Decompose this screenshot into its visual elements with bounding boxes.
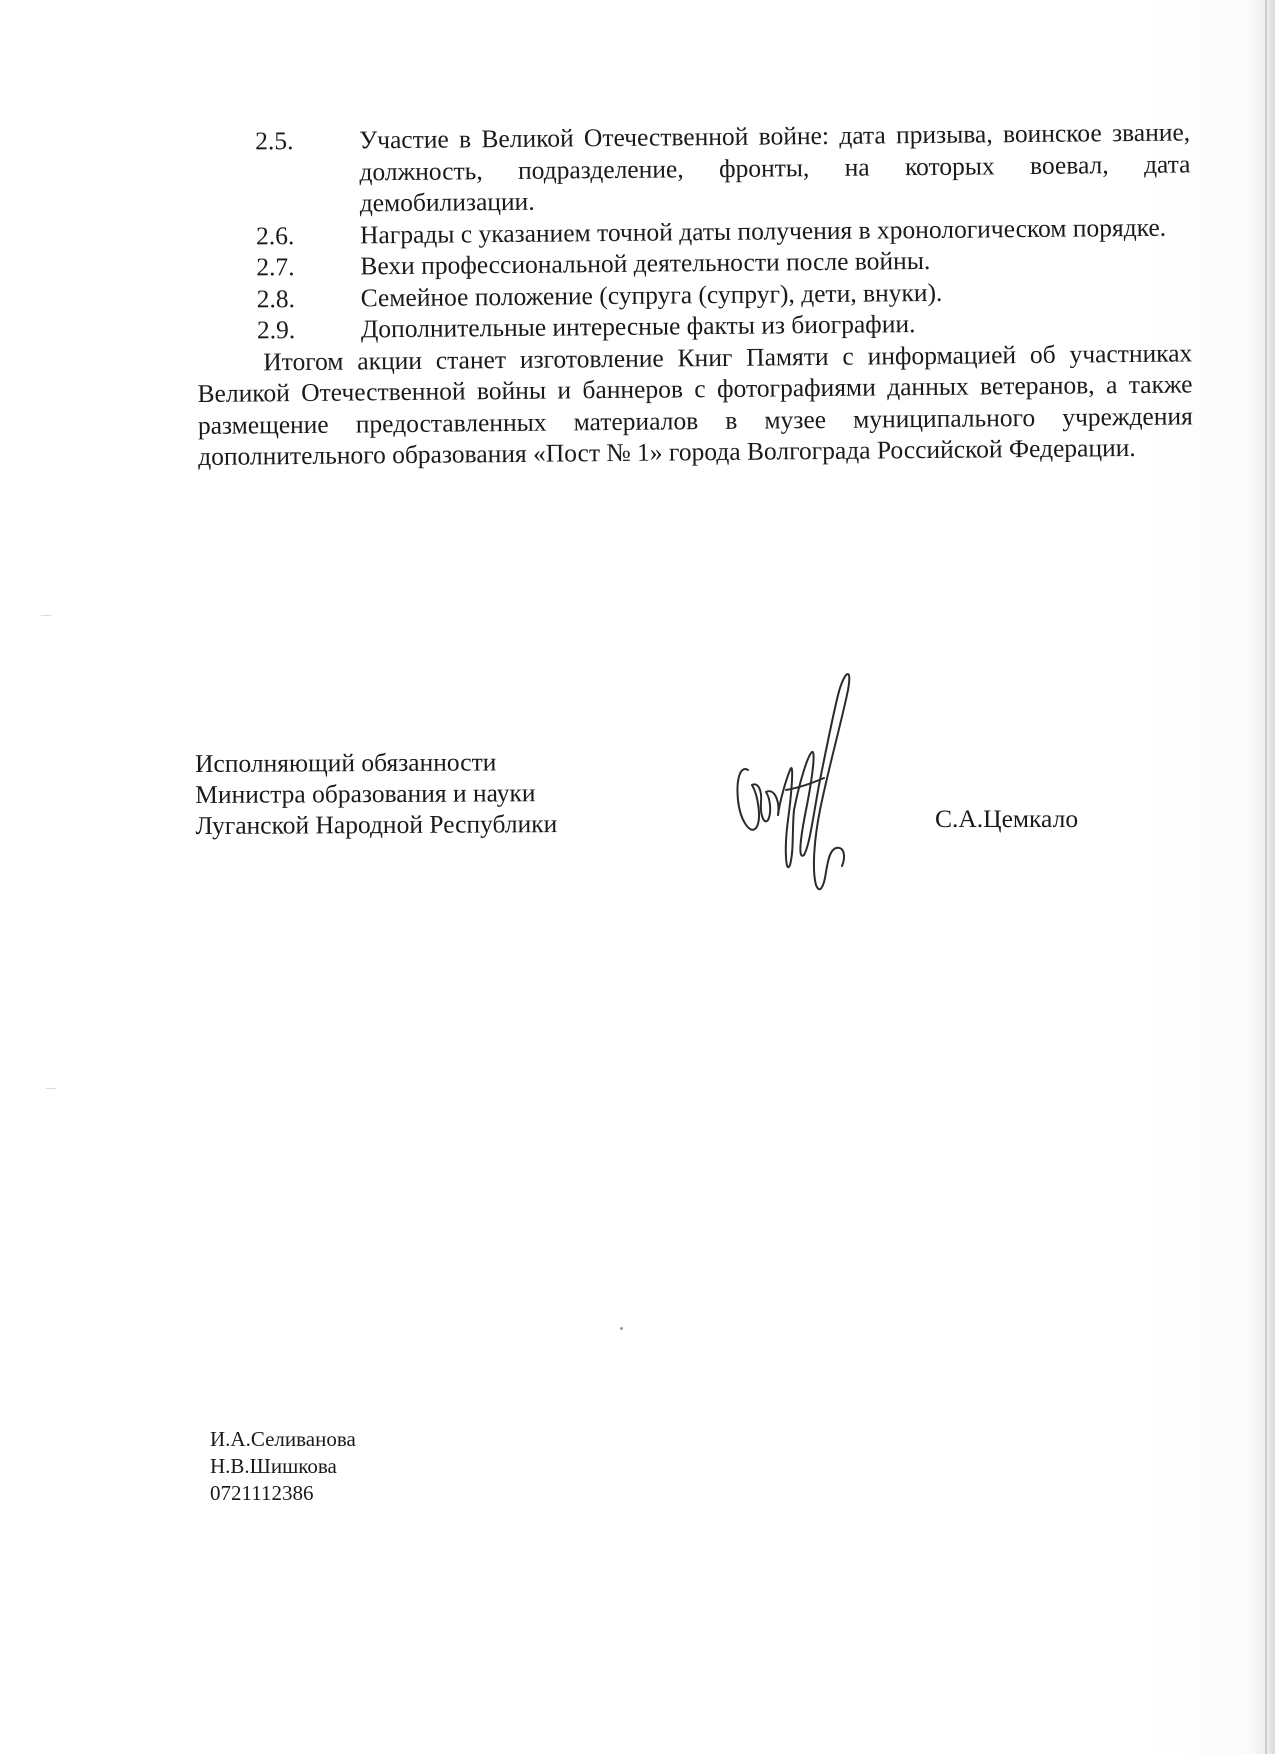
list-item-text: Вехи профессиональной деятельности после войны. [360, 245, 931, 281]
list-item-number: 2.7. [256, 252, 295, 282]
position-line: Исполняющий обязанности [195, 747, 497, 778]
list-item-number: 2.6. [255, 220, 295, 250]
executor-name: И.А.Селиванова [210, 1427, 356, 1451]
executor-name: Н.В.Шишкова [210, 1454, 337, 1478]
list-item-number: 2.5. [255, 126, 294, 156]
scan-speck [45, 1088, 57, 1089]
list-item [195, 116, 1191, 220]
executor-phone: 0721112386 [210, 1481, 314, 1505]
executors-block [210, 1426, 356, 1507]
scanner-edge-line [1265, 0, 1267, 1754]
list-item-text: Семейное положение (супруга (супруг), дети, внуки). [360, 277, 943, 312]
position-line: Министра образования и науки [195, 778, 536, 809]
list-item-text: Участие в Великой Отечественной войне: дата призыва, воинское звание, должность, подразделение, фронты, на которых воевал, дата демобилизации. [359, 117, 1191, 218]
handwritten-signature [728, 660, 878, 925]
document-body [195, 116, 1193, 472]
position-line: Луганской Народной Республики [195, 809, 558, 840]
scan-speck [620, 1327, 623, 1330]
list-item-text: Дополнительные интересные факты из биографии. [360, 309, 916, 344]
signatory-name: С.А.Цемкало [935, 804, 1079, 833]
scan-speck [40, 615, 52, 616]
list-item-number: 2.9. [256, 315, 296, 345]
list-item-text: Награды с указанием точной даты получения в хронологическом порядке. [359, 212, 1167, 249]
list-item-number: 2.8. [256, 283, 296, 313]
signatory-position [195, 746, 557, 841]
summary-paragraph: Итогом акции станет изготовление Книг Памяти с информацией об участниках Великой Отечественной войны и баннеров с фотографиями данных ветеранов, а также размещение предоставленных материалов в музее муниципального учреждения дополнительного образования «Пост № 1» города Волгограда Российской Федерации. [197, 337, 1193, 471]
